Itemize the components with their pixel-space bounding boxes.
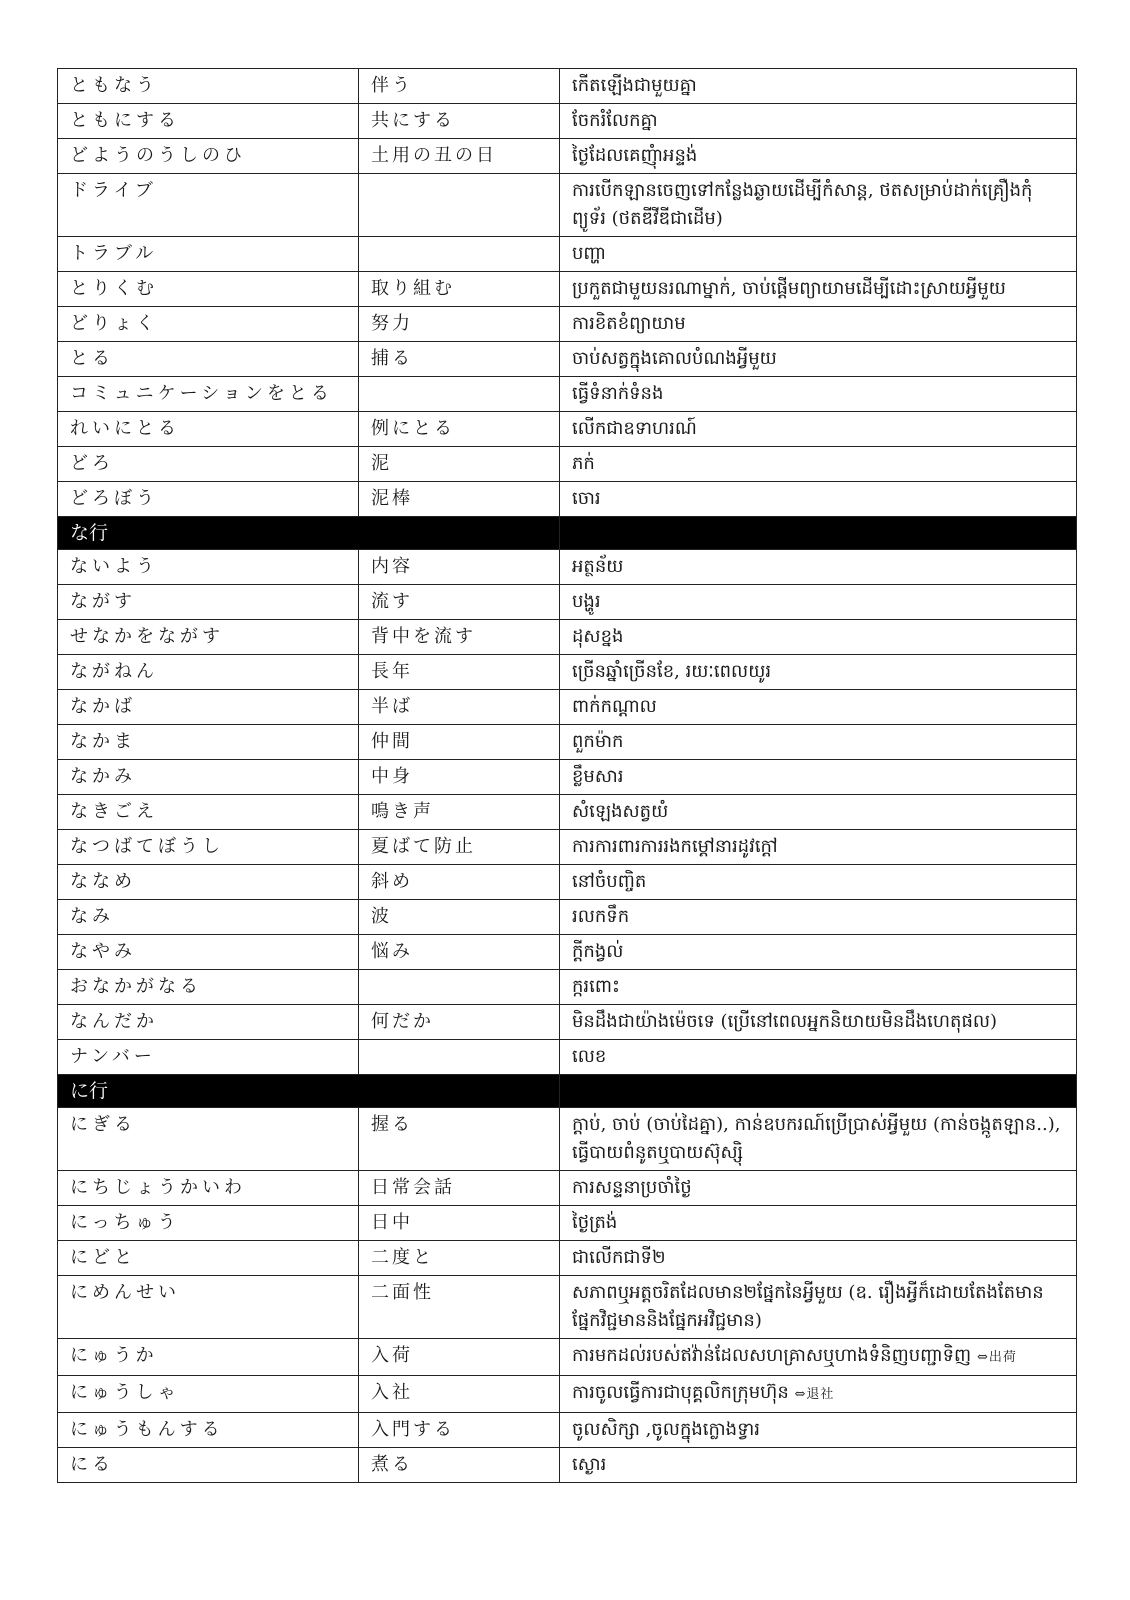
section-header-label: に行 [58, 1075, 560, 1108]
kanji-cell: 入門する [359, 1413, 560, 1448]
table-row [58, 585, 1077, 620]
khmer-meaning-text: ការបើកឡានចេញទៅកន្លែងឆ្ងាយដើម្បីកំសាន្ត, ថតសម្រាប់ដាក់គ្រឿងកុំព្យូទ័រ (ថតឌីវីឌីជាដើម) [572, 180, 1033, 229]
khmer-meaning-cell [560, 585, 1077, 620]
khmer-meaning-cell [560, 900, 1077, 935]
kanji-cell: 伴う [359, 69, 560, 104]
kana-cell: なみ [58, 900, 359, 935]
table-row [58, 272, 1077, 307]
kanji-cell: 日中 [359, 1206, 560, 1241]
kanji-cell: 入社 [359, 1376, 560, 1413]
kana-cell: ないよう [58, 550, 359, 585]
kanji-cell [359, 377, 560, 412]
kanji-cell: 斜め [359, 865, 560, 900]
khmer-meaning-text: ថ្ងៃដែលគេញុំាអន្ទង់ [572, 145, 698, 166]
table-row [58, 1376, 1077, 1413]
khmer-meaning-text: សំឡេងសត្វយំ [572, 801, 669, 822]
kana-cell: とりくむ [58, 272, 359, 307]
table-row [58, 1448, 1077, 1483]
khmer-meaning-cell [560, 272, 1077, 307]
khmer-meaning-cell [560, 104, 1077, 139]
khmer-meaning-cell [560, 1241, 1077, 1276]
kana-cell: せなかをながす [58, 620, 359, 655]
kanji-cell [359, 237, 560, 272]
kanji-cell: 努力 [359, 307, 560, 342]
khmer-meaning-cell [560, 725, 1077, 760]
kana-cell: どりょく [58, 307, 359, 342]
kanji-cell: 泥 [359, 447, 560, 482]
khmer-meaning-text: ក្តីកង្វល់ [572, 941, 624, 962]
table-row [58, 970, 1077, 1005]
khmer-meaning-cell [560, 550, 1077, 585]
khmer-meaning-cell [560, 1413, 1077, 1448]
khmer-meaning-text: ធ្វើទំនាក់ទំនង [572, 383, 664, 404]
kanji-cell: 長年 [359, 655, 560, 690]
kana-cell: にゅうもんする [58, 1413, 359, 1448]
table-row [58, 1241, 1077, 1276]
table-row [58, 1108, 1077, 1171]
khmer-meaning-text: ស្ងោរ [572, 1454, 607, 1475]
table-row [58, 935, 1077, 970]
khmer-meaning-cell [560, 1171, 1077, 1206]
kana-cell: にゅうか [58, 1339, 359, 1376]
khmer-meaning-text: សភាពឬអត្តចរិតដែលមាន២ផ្នែកនៃអ្វីមួយ (ឧ. រឿងអ្វីក៏ដោយតែងតែមានផ្នែកវិជ្ជមាននិងផ្នែកអវិជ្ជមាន) [572, 1282, 1044, 1331]
khmer-meaning-cell [560, 482, 1077, 517]
khmer-meaning-cell [560, 237, 1077, 272]
kanji-cell: 夏ばて防止 [359, 830, 560, 865]
khmer-meaning-text: ការការពារការរងកម្តៅនារដូវក្តៅ [572, 836, 778, 857]
kanji-cell: 捕る [359, 342, 560, 377]
table-row [58, 725, 1077, 760]
khmer-meaning-cell [560, 139, 1077, 174]
kanji-cell: 日常会話 [359, 1171, 560, 1206]
kanji-cell: 中身 [359, 760, 560, 795]
kana-cell: なかば [58, 690, 359, 725]
table-row [58, 237, 1077, 272]
table-row [58, 1171, 1077, 1206]
table-row [58, 342, 1077, 377]
kana-cell: どようのうしのひ [58, 139, 359, 174]
kana-cell: にぎる [58, 1108, 359, 1171]
kana-cell: ながす [58, 585, 359, 620]
khmer-meaning-text: នៅចំបញ្ចិត [572, 871, 647, 892]
khmer-meaning-text: ការមកដល់របស់ឥវ៉ាន់ដែលសហគ្រាសឬហាងទំនិញបញ្ជាទិញ [572, 1345, 972, 1366]
table-row [58, 1276, 1077, 1339]
table-row [58, 412, 1077, 447]
khmer-meaning-cell [560, 935, 1077, 970]
khmer-meaning-cell [560, 307, 1077, 342]
section-header-row [58, 517, 1077, 550]
table-row [58, 900, 1077, 935]
kana-cell: どろ [58, 447, 359, 482]
kanji-cell: 泥棒 [359, 482, 560, 517]
khmer-meaning-text: ខ្លឹមសារ [572, 766, 624, 787]
khmer-meaning-text: ក្តាប់, ចាប់ (ចាប់ដៃគ្នា), កាន់ឧបករណ៍ប្រើប្រាស់អ្វីមួយ (កាន់ចង្កូតឡាន..), ធ្វើបាយពំនូតឬបាយស៊ុស្ស៊ិ [572, 1114, 1061, 1163]
khmer-meaning-text: ភក់ [572, 453, 595, 474]
khmer-meaning-cell [560, 412, 1077, 447]
antonym-note: ⇔退社 [794, 1387, 835, 1402]
khmer-meaning-cell [560, 69, 1077, 104]
khmer-meaning-cell [560, 447, 1077, 482]
khmer-meaning-text: ថ្ងៃត្រង់ [572, 1212, 618, 1233]
khmer-meaning-text: ចាប់សត្វក្នុងគោលបំណងអ្វីមួយ [572, 348, 777, 369]
kanji-cell: 仲間 [359, 725, 560, 760]
table-row [58, 1339, 1077, 1376]
table-row [58, 69, 1077, 104]
khmer-meaning-text: ច្រើនឆ្នាំច្រើនខែ, រយៈពេលយូរ [572, 661, 772, 682]
khmer-meaning-cell [560, 865, 1077, 900]
kana-cell: ナンバー [58, 1040, 359, 1075]
table-row [58, 307, 1077, 342]
kana-cell: ともなう [58, 69, 359, 104]
khmer-meaning-text: លើកជាឧទាហរណ៍ [572, 418, 697, 439]
vocabulary-table [57, 68, 1077, 1483]
table-row [58, 690, 1077, 725]
kanji-cell: 入荷 [359, 1339, 560, 1376]
khmer-meaning-cell [560, 1040, 1077, 1075]
khmer-meaning-cell [560, 690, 1077, 725]
kanji-cell: 背中を流す [359, 620, 560, 655]
kanji-cell [359, 970, 560, 1005]
kana-cell: とる [58, 342, 359, 377]
antonym-note: ⇔出荷 [976, 1350, 1017, 1365]
kanji-cell: 共にする [359, 104, 560, 139]
kana-cell: にっちゅう [58, 1206, 359, 1241]
khmer-meaning-cell [560, 795, 1077, 830]
kanji-cell: 取り組む [359, 272, 560, 307]
khmer-meaning-cell [560, 1448, 1077, 1483]
table-row [58, 482, 1077, 517]
table-row [58, 550, 1077, 585]
kana-cell: コミュニケーションをとる [58, 377, 359, 412]
table-row [58, 1005, 1077, 1040]
khmer-meaning-cell [560, 620, 1077, 655]
khmer-meaning-text: ពួកម៉ាក [572, 731, 624, 752]
khmer-meaning-text: រលកទឹក [572, 906, 630, 927]
kanji-cell: 悩み [359, 935, 560, 970]
khmer-meaning-text: ចែករំលែកគ្នា [572, 110, 658, 131]
table-row [58, 377, 1077, 412]
kana-cell: おなかがなる [58, 970, 359, 1005]
kana-cell: にちじょうかいわ [58, 1171, 359, 1206]
kanji-cell: 握る [359, 1108, 560, 1171]
khmer-meaning-cell [560, 760, 1077, 795]
khmer-meaning-text: បង្ហូរ [572, 591, 601, 612]
kana-cell: ななめ [58, 865, 359, 900]
khmer-meaning-text: ក្ករពោះ [572, 976, 620, 997]
table-row [58, 1206, 1077, 1241]
kanji-cell: 何だか [359, 1005, 560, 1040]
table-row [58, 620, 1077, 655]
kanji-cell: 例にとる [359, 412, 560, 447]
kana-cell: なかま [58, 725, 359, 760]
khmer-meaning-cell [560, 1108, 1077, 1171]
kana-cell: どろぼう [58, 482, 359, 517]
kana-cell: なやみ [58, 935, 359, 970]
khmer-meaning-text: កើតឡើងជាមួយគ្នា [572, 75, 697, 96]
table-row [58, 447, 1077, 482]
kanji-cell [359, 1040, 560, 1075]
kanji-cell: 煮る [359, 1448, 560, 1483]
table-row [58, 865, 1077, 900]
kana-cell: れいにとる [58, 412, 359, 447]
khmer-meaning-text: ការសន្ទនាប្រចាំថ្ងៃ [572, 1177, 692, 1198]
kanji-cell: 半ば [359, 690, 560, 725]
khmer-meaning-text: ការចូលធ្វើការជាបុគ្គលិកក្រុមហ៊ុន [572, 1382, 789, 1403]
khmer-meaning-text: អត្ថន័យ [572, 556, 624, 577]
khmer-meaning-text: បញ្ហា [572, 243, 606, 264]
kanji-cell: 波 [359, 900, 560, 935]
kana-cell: にゅうしゃ [58, 1376, 359, 1413]
section-header-blank [560, 1075, 1077, 1108]
khmer-meaning-text: ចូលសិក្សា ,ចូលក្នុងក្លោងទ្វារ [572, 1419, 760, 1440]
table-row [58, 760, 1077, 795]
khmer-meaning-text: មិនដឹងជាយ៉ាងម៉េចទេ (ប្រើនៅពេលអ្នកនិយាយមិនដឹងហេតុផល) [572, 1011, 998, 1032]
section-header-blank [560, 517, 1077, 550]
table-row [58, 795, 1077, 830]
table-row [58, 1413, 1077, 1448]
khmer-meaning-cell [560, 830, 1077, 865]
kana-cell: なかみ [58, 760, 359, 795]
kana-cell: にどと [58, 1241, 359, 1276]
khmer-meaning-text: លេខ [572, 1046, 607, 1067]
kana-cell: にる [58, 1448, 359, 1483]
khmer-meaning-cell [560, 1376, 1077, 1413]
section-header-label: な行 [58, 517, 560, 550]
table-row [58, 655, 1077, 690]
kanji-cell: 二面性 [359, 1276, 560, 1339]
kana-cell: なつばてぼうし [58, 830, 359, 865]
table-row [58, 139, 1077, 174]
khmer-meaning-cell [560, 655, 1077, 690]
khmer-meaning-cell [560, 342, 1077, 377]
khmer-meaning-cell [560, 1276, 1077, 1339]
vocabulary-table-body [58, 69, 1077, 1483]
kana-cell: にめんせい [58, 1276, 359, 1339]
khmer-meaning-cell [560, 1339, 1077, 1376]
table-row [58, 104, 1077, 139]
kanji-cell: 土用の丑の日 [359, 139, 560, 174]
section-header-row [58, 1075, 1077, 1108]
khmer-meaning-text: ដុសខ្នង [572, 626, 624, 647]
kanji-cell: 鳴き声 [359, 795, 560, 830]
kanji-cell: 内容 [359, 550, 560, 585]
khmer-meaning-text: ជាលើកជាទី២ [572, 1247, 666, 1268]
kanji-cell: 流す [359, 585, 560, 620]
khmer-meaning-cell [560, 174, 1077, 237]
kana-cell: なきごえ [58, 795, 359, 830]
khmer-meaning-text: ចោរ [572, 488, 601, 509]
khmer-meaning-cell [560, 1206, 1077, 1241]
kana-cell: ながねん [58, 655, 359, 690]
table-row [58, 1040, 1077, 1075]
kana-cell: ともにする [58, 104, 359, 139]
khmer-meaning-text: ប្រកួតជាមួយនរណាម្នាក់, ចាប់ផ្តើមព្យាយាមដើម្បីដោះស្រាយអ្វីមួយ [572, 278, 1006, 299]
khmer-meaning-cell [560, 377, 1077, 412]
kanji-cell [359, 174, 560, 237]
kanji-cell: 二度と [359, 1241, 560, 1276]
khmer-meaning-cell [560, 1005, 1077, 1040]
table-row [58, 830, 1077, 865]
kana-cell: なんだか [58, 1005, 359, 1040]
kana-cell: トラブル [58, 237, 359, 272]
khmer-meaning-text: ពាក់កណ្តាល [572, 696, 657, 717]
table-row [58, 174, 1077, 237]
kana-cell: ドライブ [58, 174, 359, 237]
khmer-meaning-text: ការខិតខំព្យាយាម [572, 313, 686, 334]
khmer-meaning-cell [560, 970, 1077, 1005]
